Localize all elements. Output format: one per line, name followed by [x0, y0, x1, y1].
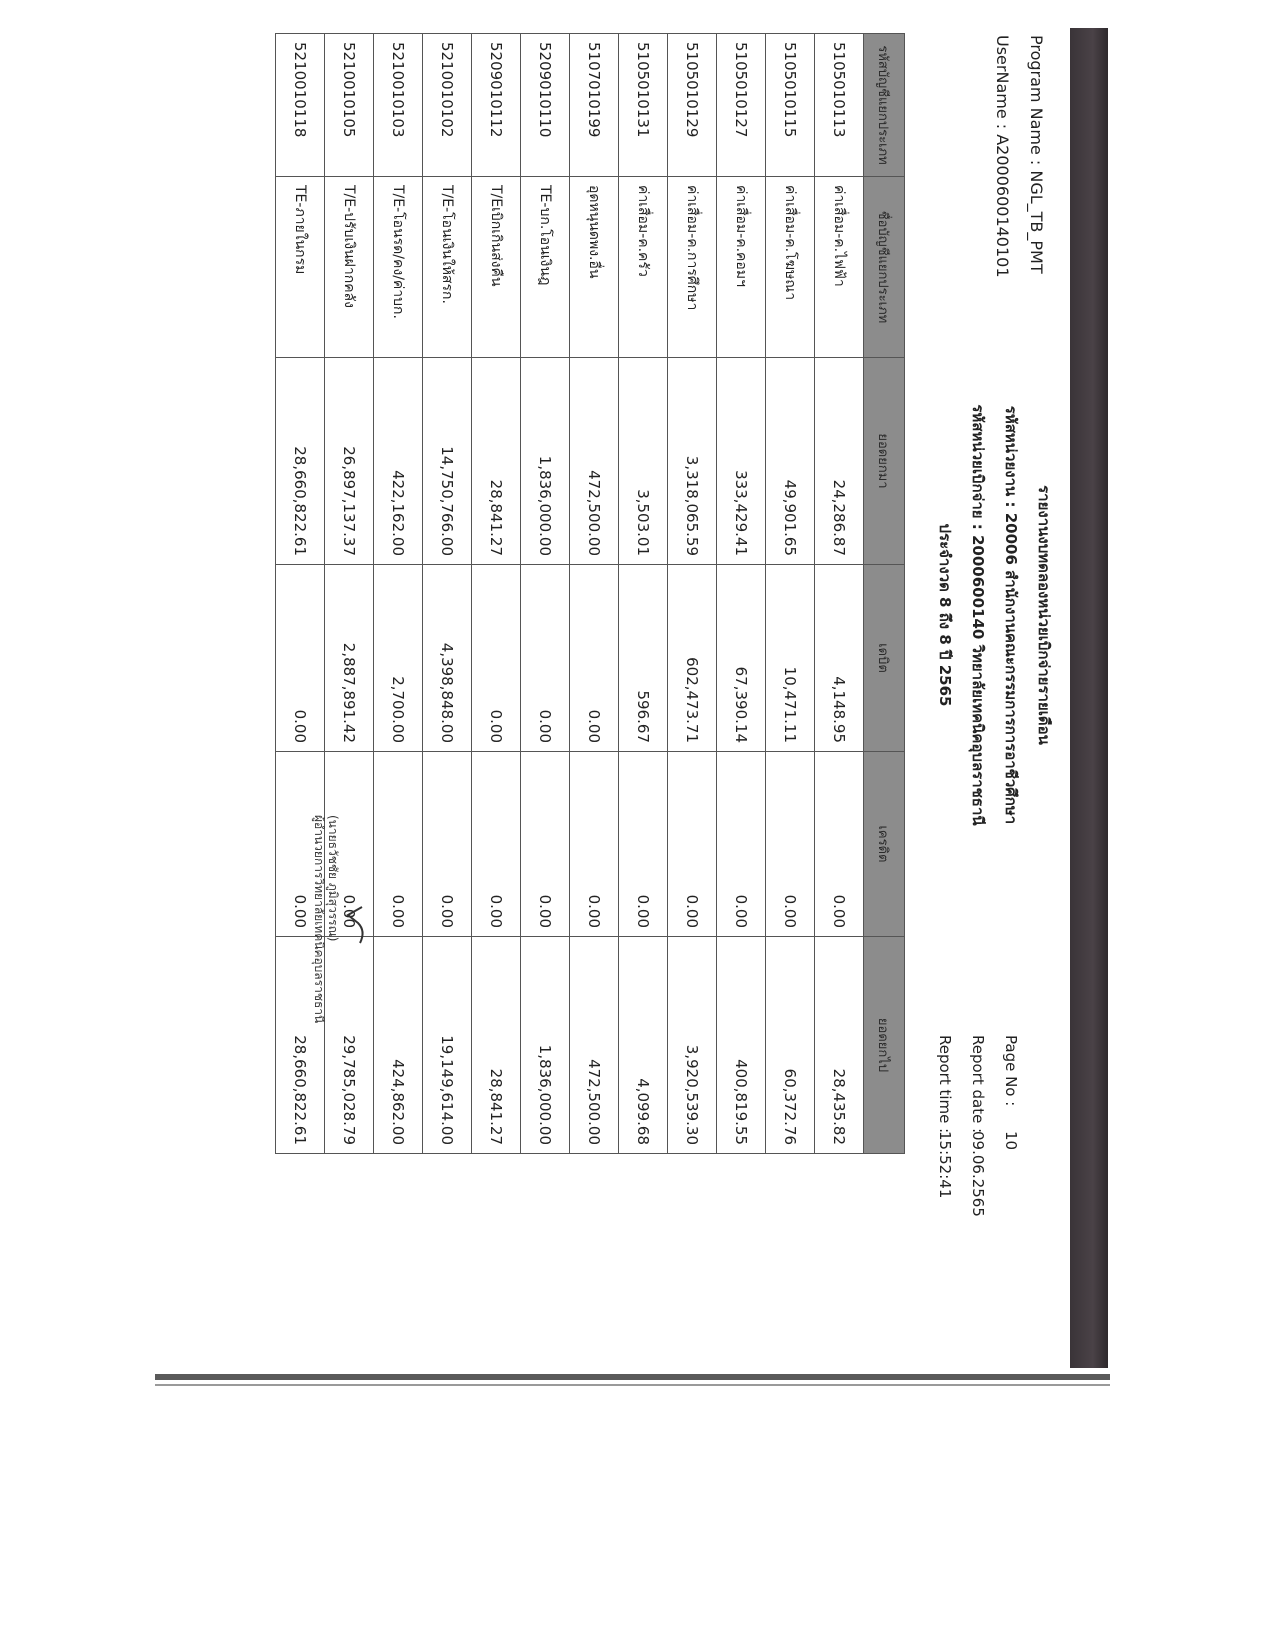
carried-forward: 424,862.00: [374, 937, 423, 1154]
debit: 2,700.00: [374, 565, 423, 752]
report-time-value: 15:52:41: [936, 1131, 954, 1199]
debit: 0.00: [472, 565, 521, 752]
account-name: TE-บก.โอนเงินฎ: [521, 177, 570, 358]
debit: 596.67: [619, 565, 668, 752]
credit: 0.00: [423, 752, 472, 937]
carried-forward: 1,836,000.00: [521, 937, 570, 1154]
signature-name: (นายธวัชชัย ภูมิสุวรรณ): [326, 815, 340, 942]
trial-balance-table: [275, 33, 905, 1154]
debit: 4,148.95: [815, 565, 864, 752]
account-code: 5105010129: [668, 34, 717, 177]
credit: 0.00: [619, 752, 668, 937]
account-name: TE-ภายในกรม: [276, 177, 325, 358]
col-header-brought-forward: ยอดยกมา: [864, 358, 905, 565]
col-header-credit: เครดิต: [864, 752, 905, 937]
brought-forward: 422,162.00: [374, 358, 423, 565]
brought-forward: 26,897,137.37: [325, 358, 374, 565]
account-code: 5210010105: [325, 34, 374, 177]
credit: 0.00: [815, 752, 864, 937]
brought-forward: 14,750,766.00: [423, 358, 472, 565]
carried-forward: 3,920,539.30: [668, 937, 717, 1154]
debit: 2,887,891.42: [325, 565, 374, 752]
table-row: [815, 34, 864, 1154]
credit: 0.00: [276, 752, 325, 937]
header-left: [990, 35, 1048, 278]
brought-forward: 24,286.87: [815, 358, 864, 565]
table-row: [766, 34, 815, 1154]
account-name: T/E-โอนรด/คง/ค่าบก.: [374, 177, 423, 358]
brought-forward: 28,841.27: [472, 358, 521, 565]
page-no-value: 10: [1002, 1131, 1020, 1151]
table-row: [472, 34, 521, 1154]
credit: 0.00: [472, 752, 521, 937]
account-name: T/Eเบิกเกินส่งคืน: [472, 177, 521, 358]
report-title: รายงานงบทดลองหน่วยเบิกจ่ายรายเดือน: [1035, 485, 1053, 745]
account-code: 5210010118: [276, 34, 325, 177]
account-code: 5210010102: [423, 34, 472, 177]
brought-forward: 1,836,000.00: [521, 358, 570, 565]
disbursing-unit-line: รหัสหน่วยเบิกจ่าย : 2000600140 วิทยาลัยเทคนิคอุบลราชธานี: [969, 404, 987, 826]
credit: 0.00: [325, 752, 374, 937]
carried-forward: 28,435.82: [815, 937, 864, 1154]
user-name: UserName : A2000600140101: [993, 35, 1012, 278]
report-date-value: 09.06.2565: [969, 1131, 987, 1217]
col-header-debit: เดบิต: [864, 565, 905, 752]
brought-forward: 3,318,065.59: [668, 358, 717, 565]
debit: 10,471.11: [766, 565, 815, 752]
credit: 0.00: [374, 752, 423, 937]
signature-position: ผู้อำนวยการวิทยาลัยเทคนิคอุบลราชธานี: [312, 815, 326, 1024]
carried-forward: 28,660,822.61: [276, 937, 325, 1154]
header-right: [928, 1035, 1060, 1217]
account-code: 5107010199: [570, 34, 619, 177]
carried-forward: 28,841.27: [472, 937, 521, 1154]
report-date-label: Report date :: [969, 1035, 987, 1134]
table-row: [570, 34, 619, 1154]
report-sheet: [155, 25, 1060, 1375]
brought-forward: 333,429.41: [717, 358, 766, 565]
account-name: ค่าเสื่อม-ค.โฆษณา: [766, 177, 815, 358]
report-time-row: [928, 1035, 961, 1217]
account-name: ค่าเสื่อม-ค.ครัว: [619, 177, 668, 358]
carried-forward: 19,149,614.00: [423, 937, 472, 1154]
page-no-label: Page No :: [1002, 1035, 1020, 1107]
brought-forward: 49,901.65: [766, 358, 815, 565]
table-row: [374, 34, 423, 1154]
credit: 0.00: [717, 752, 766, 937]
table-row: [668, 34, 717, 1154]
account-code: 5105010113: [815, 34, 864, 177]
table-row: [717, 34, 766, 1154]
account-code: 5105010131: [619, 34, 668, 177]
debit: 0.00: [276, 565, 325, 752]
brought-forward: 28,660,822.61: [276, 358, 325, 565]
account-code: 5105010115: [766, 34, 815, 177]
credit: 0.00: [668, 752, 717, 937]
signature-mark: [340, 905, 370, 945]
col-header-name: ชื่อบัญชีแยกประเภท: [864, 177, 905, 358]
account-name: อุดหนุนดพง.อื่น: [570, 177, 619, 358]
account-name: T/E-โอนเงินให้สรก.: [423, 177, 472, 358]
signature-block: [312, 815, 340, 1023]
account-code: 5210010103: [374, 34, 423, 177]
report-time-label: Report time :: [936, 1035, 954, 1134]
credit: 0.00: [766, 752, 815, 937]
account-name: ค่าเสื่อม-ค.ไฟฟ้า: [815, 177, 864, 358]
credit: 0.00: [521, 752, 570, 937]
account-name: T/E-ปรับเงินฝากคลัง: [325, 177, 374, 358]
report-header: [900, 25, 1060, 1375]
carried-forward: 60,372.76: [766, 937, 815, 1154]
account-name: ค่าเสื่อม-ค.คอมฯ: [717, 177, 766, 358]
debit: 602,473.71: [668, 565, 717, 752]
program-name: Program Name : NGL_TB_PMT: [1027, 35, 1046, 274]
account-code: 5105010127: [717, 34, 766, 177]
brought-forward: 3,503.01: [619, 358, 668, 565]
header-center: [928, 255, 1060, 975]
report-date-row: [961, 1035, 994, 1217]
table-header-row: [864, 34, 905, 1154]
carried-forward: 29,785,028.79: [325, 937, 374, 1154]
carried-forward: 472,500.00: [570, 937, 619, 1154]
debit: 4,398,848.00: [423, 565, 472, 752]
brought-forward: 472,500.00: [570, 358, 619, 565]
period-line: ประจำงวด 8 ถึง 8 ปี 2565: [936, 523, 954, 707]
agency-line: รหัสหน่วยงาน : 20006 สำนักงานคณะกรรมการการอาชีวศึกษา: [1002, 405, 1020, 825]
account-code: 5209010112: [472, 34, 521, 177]
table-row: [423, 34, 472, 1154]
table-row: [619, 34, 668, 1154]
debit: 67,390.14: [717, 565, 766, 752]
scan-edge-bar: [1070, 28, 1108, 1368]
col-header-code: รหัสบัญชีแยกประเภท: [864, 34, 905, 177]
col-header-carried-forward: ยอดยกไป: [864, 937, 905, 1154]
account-code: 5209010110: [521, 34, 570, 177]
scan-edge-line-thin: [155, 1384, 1110, 1386]
debit: 0.00: [570, 565, 619, 752]
credit: 0.00: [570, 752, 619, 937]
account-name: ค่าเสื่อม-ค.การศึกษา: [668, 177, 717, 358]
debit: 0.00: [521, 565, 570, 752]
page-no-row: [994, 1035, 1027, 1217]
table-row: [521, 34, 570, 1154]
carried-forward: 400,819.55: [717, 937, 766, 1154]
carried-forward: 4,099.68: [619, 937, 668, 1154]
